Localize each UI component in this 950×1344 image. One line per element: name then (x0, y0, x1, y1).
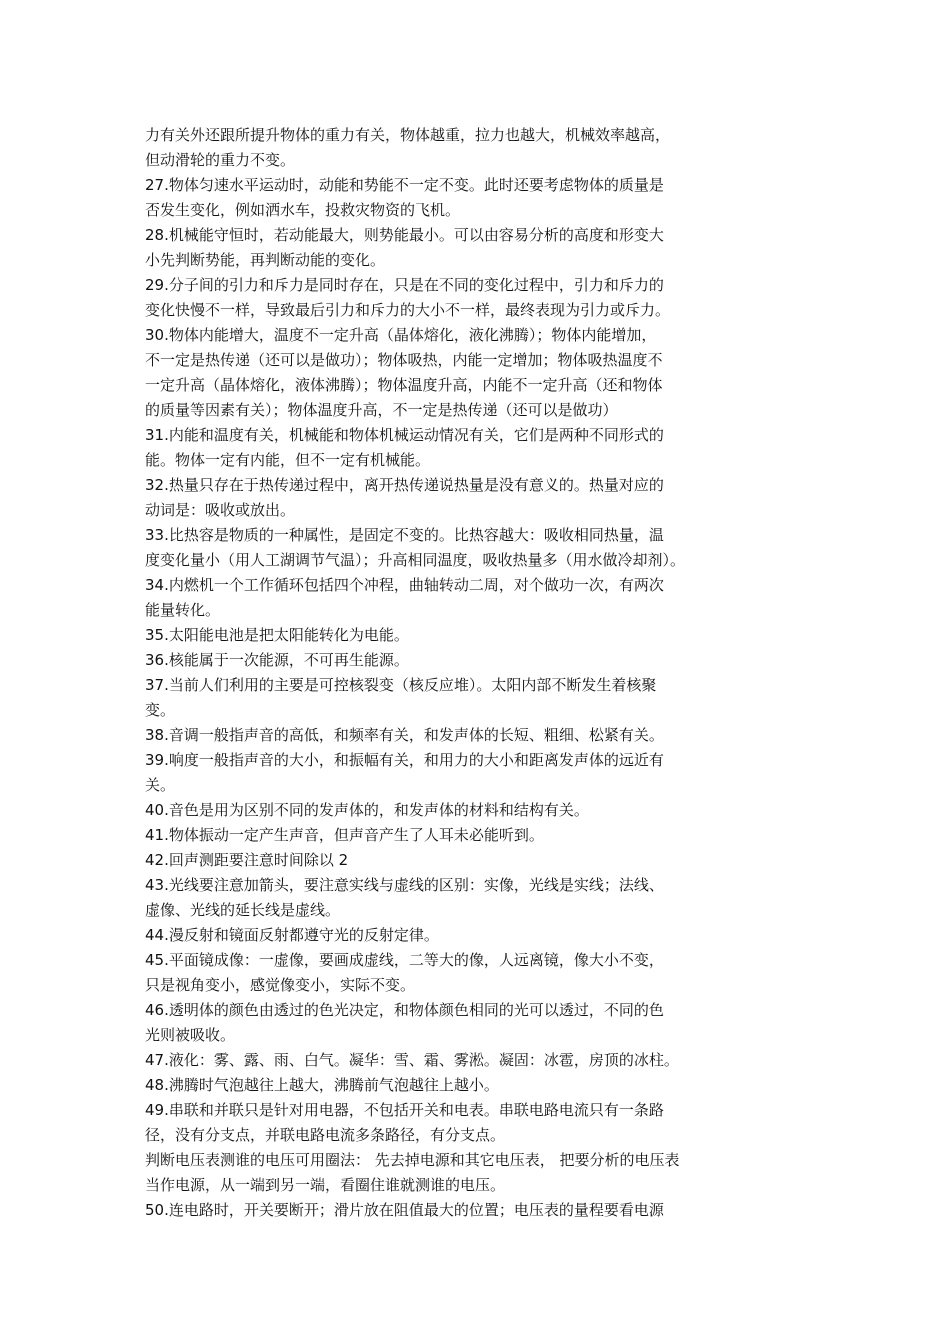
text-line: 45.平面镜成像：一虚像，要画成虚线，二等大的像，人远离镜，像大小不变， (145, 951, 664, 969)
text-line: 41.物体振动一定产生声音，但声音产生了人耳未必能听到。 (145, 826, 544, 844)
text-line: 力有关外还跟所提升物体的重力有关，物体越重，拉力也越大，机械效率越高， (145, 126, 671, 144)
text-line: 36.核能属于一次能源，不可再生能源。 (145, 651, 409, 669)
text-line: 28.机械能守恒时，若动能最大，则势能最小。可以由容易分析的高度和形变大 (145, 226, 664, 244)
text-line: 变化快慢不一样，导致最后引力和斥力的大小不一样，最终表现为引力或斥力。 (145, 301, 671, 319)
text-line: 39.响度一般指声音的大小，和振幅有关，和用力的大小和距离发声体的远近有 (145, 751, 664, 769)
text-line: 小先判断势能，再判断动能的变化。 (145, 251, 386, 269)
text-line: 29.分子间的引力和斥力是同时存在，只是在不同的变化过程中，引力和斥力的 (145, 276, 664, 294)
text-line: 31.内能和温度有关，机械能和物体机械运动情况有关，它们是两种不同形式的 (145, 426, 664, 444)
text-line: 径，没有分支点，并联电路电流多条路径，有分支点。 (145, 1126, 506, 1144)
text-line: 但动滑轮的重力不变。 (145, 151, 296, 169)
text-line: 能。物体一定有内能，但不一定有机械能。 (145, 451, 431, 469)
text-line: 光则被吸收。 (145, 1026, 236, 1044)
text-line: 不一定是热传递（还可以是做功）；物体吸热，内能一定增加；物体吸热温度不 (145, 351, 663, 369)
text-line: 30.物体内能增大，温度不一定升高（晶体熔化，液化沸腾）；物体内能增加， (145, 326, 657, 344)
text-line: 42.回声测距要注意时间除以 2 (145, 851, 349, 869)
text-line: 47.液化：雾、露、雨、白气。凝华：雪、霜、雾淞。凝固：冰雹，房顶的冰柱。 (145, 1051, 679, 1069)
text-line: 只是视角变小，感觉像变小，实际不变。 (145, 976, 416, 994)
text-line: 50.连电路时，开关要断开；滑片放在阻值最大的位置；电压表的量程要看电源 (145, 1201, 664, 1219)
text-line: 40.音色是用为区别不同的发声体的，和发声体的材料和结构有关。 (145, 801, 589, 819)
text-line: 判断电压表测谁的电压可用圈法： 先去掉电源和其它电压表， 把要分析的电压表 (145, 1151, 680, 1169)
text-line: 38.音调一般指声音的高低，和频率有关，和发声体的长短、粗细、松紧有关。 (145, 726, 664, 744)
text-line: 度变化量小（用人工湖调节气温）；升高相同温度，吸收热量多（用水做冷却剂）。 (145, 551, 686, 569)
text-line: 49.串联和并联只是针对用电器，不包括开关和电表。串联电路电流只有一条路 (145, 1101, 664, 1119)
text-line: 关。 (145, 776, 176, 794)
text-line: 虚像、光线的延长线是虚线。 (145, 901, 341, 919)
text-line: 35.太阳能电池是把太阳能转化为电能。 (145, 626, 409, 644)
text-line: 一定升高（晶体熔化，液体沸腾）；物体温度升高，内能不一定升高（还和物体 (145, 376, 663, 394)
text-line: 的质量等因素有关）；物体温度升高，不一定是热传递（还可以是做功） (145, 401, 618, 419)
text-line: 37.当前人们利用的主要是可控核裂变（核反应堆）。太阳内部不断发生着核聚 (145, 676, 657, 694)
text-line: 当作电源，从一端到另一端，看圈住谁就测谁的电压。 (145, 1176, 506, 1194)
text-line: 43.光线要注意加箭头，要注意实线与虚线的区别：实像，光线是实线；法线、 (145, 876, 664, 894)
text-line: 动词是：吸收或放出。 (145, 501, 296, 519)
text-line: 33.比热容是物质的一种属性，是固定不变的。比热容越大：吸收相同热量，温 (145, 526, 664, 544)
text-line: 变。 (145, 701, 176, 719)
text-line: 27.物体匀速水平运动时，动能和势能不一定不变。此时还要考虑物体的质量是 (145, 176, 664, 194)
text-line: 48.沸腾时气泡越往上越大，沸腾前气泡越往上越小。 (145, 1076, 499, 1094)
text-line: 46.透明体的颜色由透过的色光决定，和物体颜色相同的光可以透过，不同的色 (145, 1001, 664, 1019)
text-line: 否发生变化，例如洒水车，投救灾物资的飞机。 (145, 201, 461, 219)
text-line: 32.热量只存在于热传递过程中，离开热传递说热量是没有意义的。热量对应的 (145, 476, 664, 494)
text-line: 44.漫反射和镜面反射都遵守光的反射定律。 (145, 926, 439, 944)
text-line: 能量转化。 (145, 601, 221, 619)
document-body (145, 123, 795, 1223)
text-line: 34.内燃机一个工作循环包括四个冲程，曲轴转动二周，对个做功一次，有两次 (145, 576, 664, 594)
